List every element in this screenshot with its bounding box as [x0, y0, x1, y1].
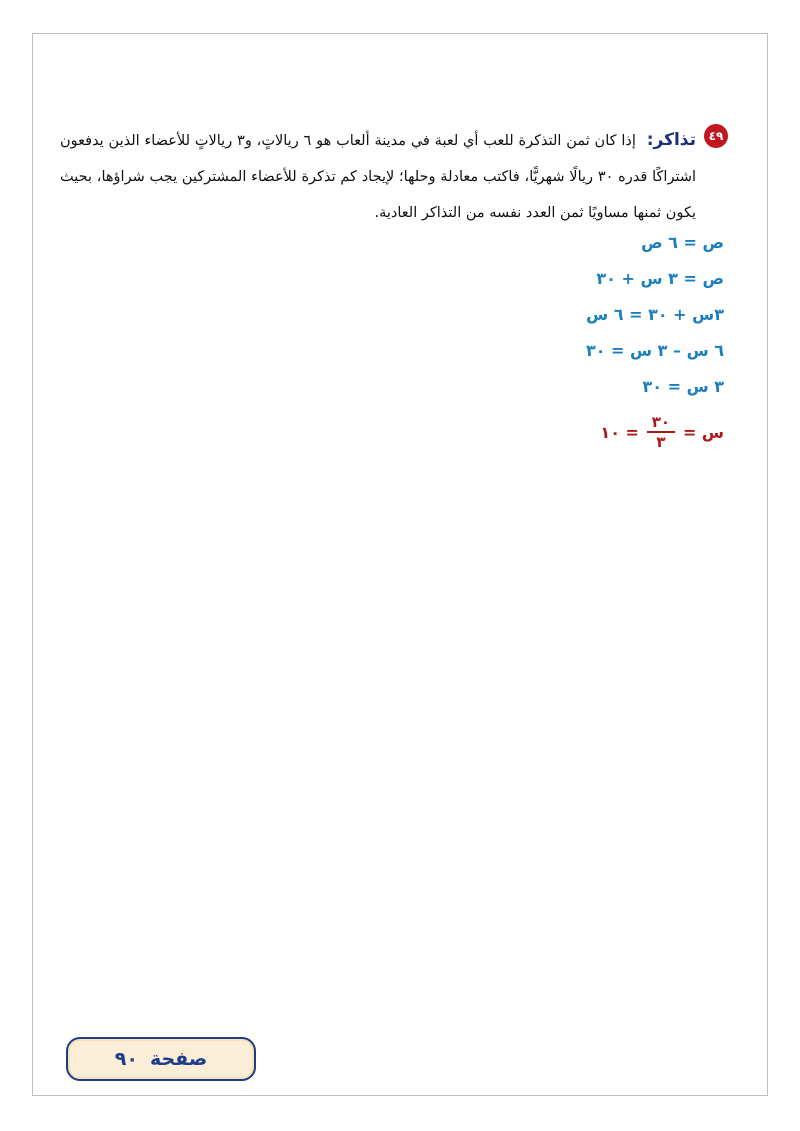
fraction-numerator: ٣٠ [651, 413, 671, 431]
equation-line-1: ص = ٦ ص [641, 233, 724, 252]
final-lhs: س = [682, 422, 724, 442]
solution-block [586, 232, 724, 454]
final-rhs: = ١٠ [600, 422, 639, 442]
problem-text: إذا كان ثمن التذكرة للعب أي لعبة في مدينة ألعاب هو ٦ ريالاتٍ، و٣ ريالاتٍ للأعضاء الذين يدفعون اشتراكًا قدره ٣٠ ريالًا شهريًّا، فاكتب معادلة وحلها؛ لإيجاد كم تذكرة للأعضاء المشتركين يجب شراؤها، بحيث يكون ثمنها مساويًا ثمن العدد نفسه من التذاكر العادية. [60, 133, 696, 221]
equation-line-2: ص = ٣ س + ٣٠ [596, 269, 724, 288]
page-number: ٩٠ [114, 1048, 138, 1070]
final-answer [586, 410, 724, 454]
problem-block [60, 122, 728, 231]
problem-keyword: تذاكر: [646, 130, 696, 150]
equation-line-4: ٦ س – ٣ س = ٣٠ [585, 341, 724, 360]
equation-line-5: ٣ س = ٣٠ [642, 377, 724, 396]
problem-text-block [60, 122, 696, 231]
fraction [647, 413, 675, 451]
equation-line-3: ٣س + ٣٠ = ٦ س [586, 305, 724, 324]
problem-header [60, 122, 728, 231]
problem-number-badge: ٤٩ [704, 124, 728, 148]
fraction-denominator: ٣ [656, 433, 666, 451]
page-number-box [66, 1037, 256, 1081]
page-label: صفحة [149, 1048, 208, 1070]
